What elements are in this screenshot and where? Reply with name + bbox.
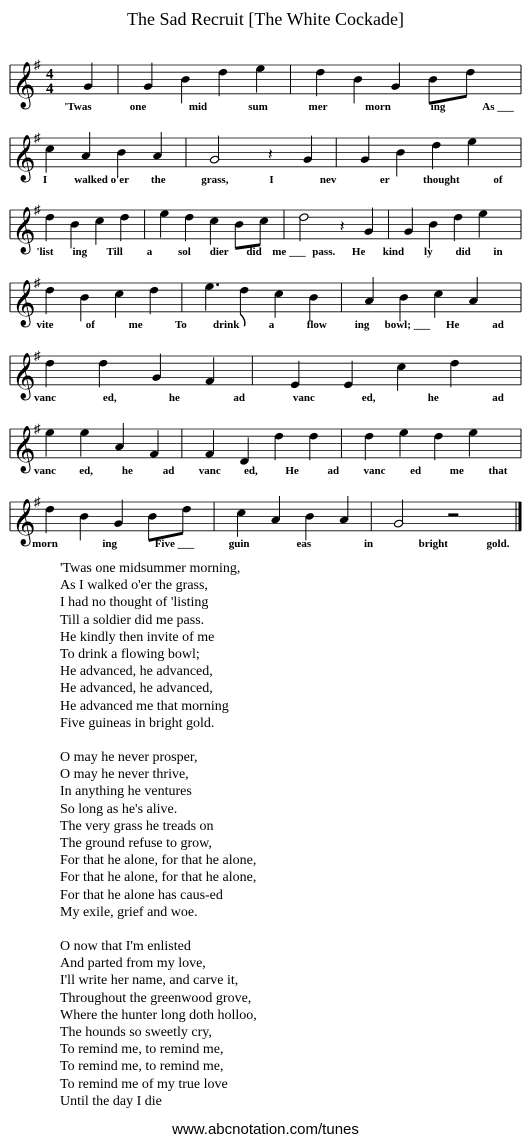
lyric-syllable: I [269, 174, 274, 186]
lyric-syllable: pass. [312, 246, 336, 258]
lyric-syllable: one [129, 101, 147, 113]
lyric-syllable: vanc [34, 465, 56, 477]
lyric-syllable: mid [188, 101, 208, 113]
verses [60, 560, 480, 1110]
lyric-syllable: did [246, 246, 262, 258]
key-signature-sharp: ♯ [34, 348, 41, 363]
verse-line: For that he alone, for that he alone, [60, 870, 257, 886]
verse-line: To remind me of my true love [60, 1076, 228, 1092]
lyric-syllable: vanc [34, 392, 56, 404]
lyric-syllable: sum [248, 101, 268, 113]
verse-line: Five guineas in bright gold. [60, 715, 215, 731]
treble-clef-icon: 𝄞 [12, 352, 36, 398]
lyric-syllable: I [42, 174, 48, 186]
lyric-syllable: me [449, 465, 464, 477]
verse-line: My exile, grief and woe. [60, 904, 198, 920]
verse-line: He advanced, he advanced, [60, 664, 213, 680]
verse-line: The very grass he treads on [60, 818, 214, 834]
verse-line: The ground refuse to grow, [60, 836, 212, 852]
key-signature-sharp: ♯ [34, 275, 41, 290]
lyric-syllable: mer [308, 101, 328, 113]
stanza-gap [60, 921, 480, 938]
verse-line: So long as he's alive. [60, 801, 178, 817]
music-system [0, 118, 531, 198]
key-signature-sharp: ♯ [34, 421, 41, 436]
music-system [0, 45, 531, 125]
verse-line: Till a soldier did me pass. [60, 612, 205, 628]
lyric-syllable: of [493, 174, 503, 186]
music-system [0, 190, 531, 270]
verse-line: To drink a flowing bowl; [60, 647, 200, 663]
verse-line: As I walked o'er the grass, [60, 578, 208, 594]
treble-clef-icon: 𝄞 [12, 134, 36, 180]
half-rest [448, 513, 458, 516]
lyric-syllable: eas [296, 538, 312, 550]
treble-clef-icon: 𝄞 [12, 498, 36, 544]
verse-line: 'Twas one midsummer morning, [60, 561, 241, 576]
lyric-syllable: ad [327, 465, 340, 477]
treble-clef-icon: 𝄞 [12, 425, 36, 471]
lyric-syllable: 'list [36, 246, 54, 258]
verse-line: To remind me, to remind me, [60, 1042, 224, 1058]
lyric-syllable: He [351, 246, 366, 258]
lyric-syllable: the [150, 174, 166, 186]
lyric-syllable: gold. [486, 538, 510, 550]
lyric-syllable: Five ___ [154, 538, 195, 550]
lyric-syllable: ed, [79, 465, 94, 477]
lyric-syllable: sol [177, 246, 191, 258]
verse-line: Throughout the greenwood grove, [60, 990, 252, 1006]
lyric-syllable: he [427, 392, 439, 404]
lyric-syllable: He [445, 319, 460, 331]
footer-link[interactable]: www.abcnotation.com/tunes [172, 1121, 359, 1138]
lyric-syllable: er [379, 174, 390, 186]
dot [216, 283, 219, 286]
lyric-syllable: ing [102, 538, 118, 550]
treble-clef-icon: 𝄞 [12, 206, 36, 252]
music-system [0, 336, 531, 416]
lyric-syllable: kind [382, 246, 405, 258]
verse-line: For that he alone, for that he alone, [60, 853, 257, 869]
verse-line: I had no thought of 'listing [60, 595, 209, 611]
lyric-syllable: me ___ [272, 246, 306, 258]
verse-line: He advanced me that morning [60, 698, 229, 714]
lyric-syllable: vanc [198, 465, 221, 477]
lyric-syllable: that [488, 465, 508, 477]
lyric-syllable: vite [36, 319, 54, 331]
verse-line: O may he never thrive, [60, 767, 189, 783]
lyric-syllable: did [455, 246, 471, 258]
lyric-syllable: ly [424, 246, 433, 258]
verse-line: And parted from my love, [60, 956, 206, 972]
verse-line: O may he never prosper, [60, 750, 198, 766]
stanza-gap [60, 732, 480, 749]
verse-line: To remind me, to remind me, [60, 1059, 224, 1075]
verse-line: The hounds so sweetly cry, [60, 1025, 212, 1041]
verse-line: I'll write her name, and carve it, [60, 973, 239, 989]
time-signature-top: 4 [46, 66, 54, 83]
verse-line: Until the day I die [60, 1093, 162, 1109]
tune-title: The Sad Recruit [The White Cockade] [126, 9, 405, 29]
key-signature-sharp: ♯ [34, 57, 41, 72]
quarter-rest: 𝄽 [267, 146, 273, 164]
lyric-syllable: ad [162, 465, 175, 477]
lyric-syllable: vanc [363, 465, 386, 477]
verse-line: O now that I'm enlisted [60, 939, 191, 955]
verse-line: He advanced, he advanced, [60, 681, 213, 697]
verse-line: Where the hunter long doth holloo, [60, 1007, 257, 1023]
music-system [0, 409, 531, 489]
key-signature-sharp: ♯ [34, 494, 41, 509]
lyric-syllable: guin [228, 538, 250, 550]
verse-line: He kindly then invite of me [60, 629, 215, 645]
lyric-syllable: ed, [361, 392, 376, 404]
lyric-syllable: To [174, 319, 187, 331]
lyric-syllable: of [85, 319, 95, 331]
lyric-syllable: ad [492, 319, 504, 331]
time-signature-bottom: 4 [46, 80, 54, 97]
lyric-syllable: walked o'er [74, 174, 129, 186]
lyric-syllable: ing [354, 319, 370, 331]
lyric-syllable: ad [233, 392, 245, 404]
verse-line: For that he alone has caus-ed [60, 887, 223, 903]
treble-clef-icon: 𝄞 [12, 61, 36, 107]
lyric-syllable: 'Twas [64, 101, 92, 113]
lyric-syllable: bowl; ___ [384, 319, 431, 331]
lyric-syllable: morn [365, 101, 391, 113]
lyric-syllable: bright [418, 538, 448, 550]
lyric-syllable: ad [492, 392, 504, 404]
lyric-syllable: vanc [292, 392, 315, 404]
lyric-syllable: ing [72, 246, 88, 258]
lyric-syllable: ed [410, 465, 422, 477]
treble-clef-icon: 𝄞 [12, 279, 36, 325]
key-signature-sharp: ♯ [34, 202, 41, 217]
lyric-syllable: flow [306, 319, 327, 331]
lyric-syllable: Till [106, 246, 123, 258]
key-signature-sharp: ♯ [34, 130, 41, 145]
lyric-syllable: thought [423, 174, 460, 186]
lyric-syllable: in [493, 246, 503, 258]
lyric-syllable: ed, [244, 465, 258, 477]
lyric-syllable: a [268, 319, 275, 331]
lyric-syllable: in [363, 538, 374, 550]
lyric-syllable: nev [319, 174, 337, 186]
lyric-syllable: As ___ [482, 101, 514, 113]
lyric-syllable: grass, [201, 174, 229, 186]
lyric-syllable: He [285, 465, 299, 477]
lyric-syllable: he [168, 392, 180, 404]
lyric-syllable: he [121, 465, 133, 477]
lyric-syllable: a [146, 246, 153, 258]
lyric-syllable: ing [430, 101, 446, 113]
lyric-syllable: me [128, 319, 143, 331]
lyric-syllable: drink [213, 319, 240, 331]
music-system [0, 482, 531, 562]
lyric-syllable: morn [32, 538, 58, 550]
quarter-rest: 𝄽 [339, 218, 345, 236]
lyric-syllable: ed, [102, 392, 117, 404]
verse-line: In anything he ventures [60, 784, 192, 800]
flag [240, 314, 245, 326]
lyric-syllable: dier [209, 246, 229, 258]
music-system [0, 263, 531, 343]
